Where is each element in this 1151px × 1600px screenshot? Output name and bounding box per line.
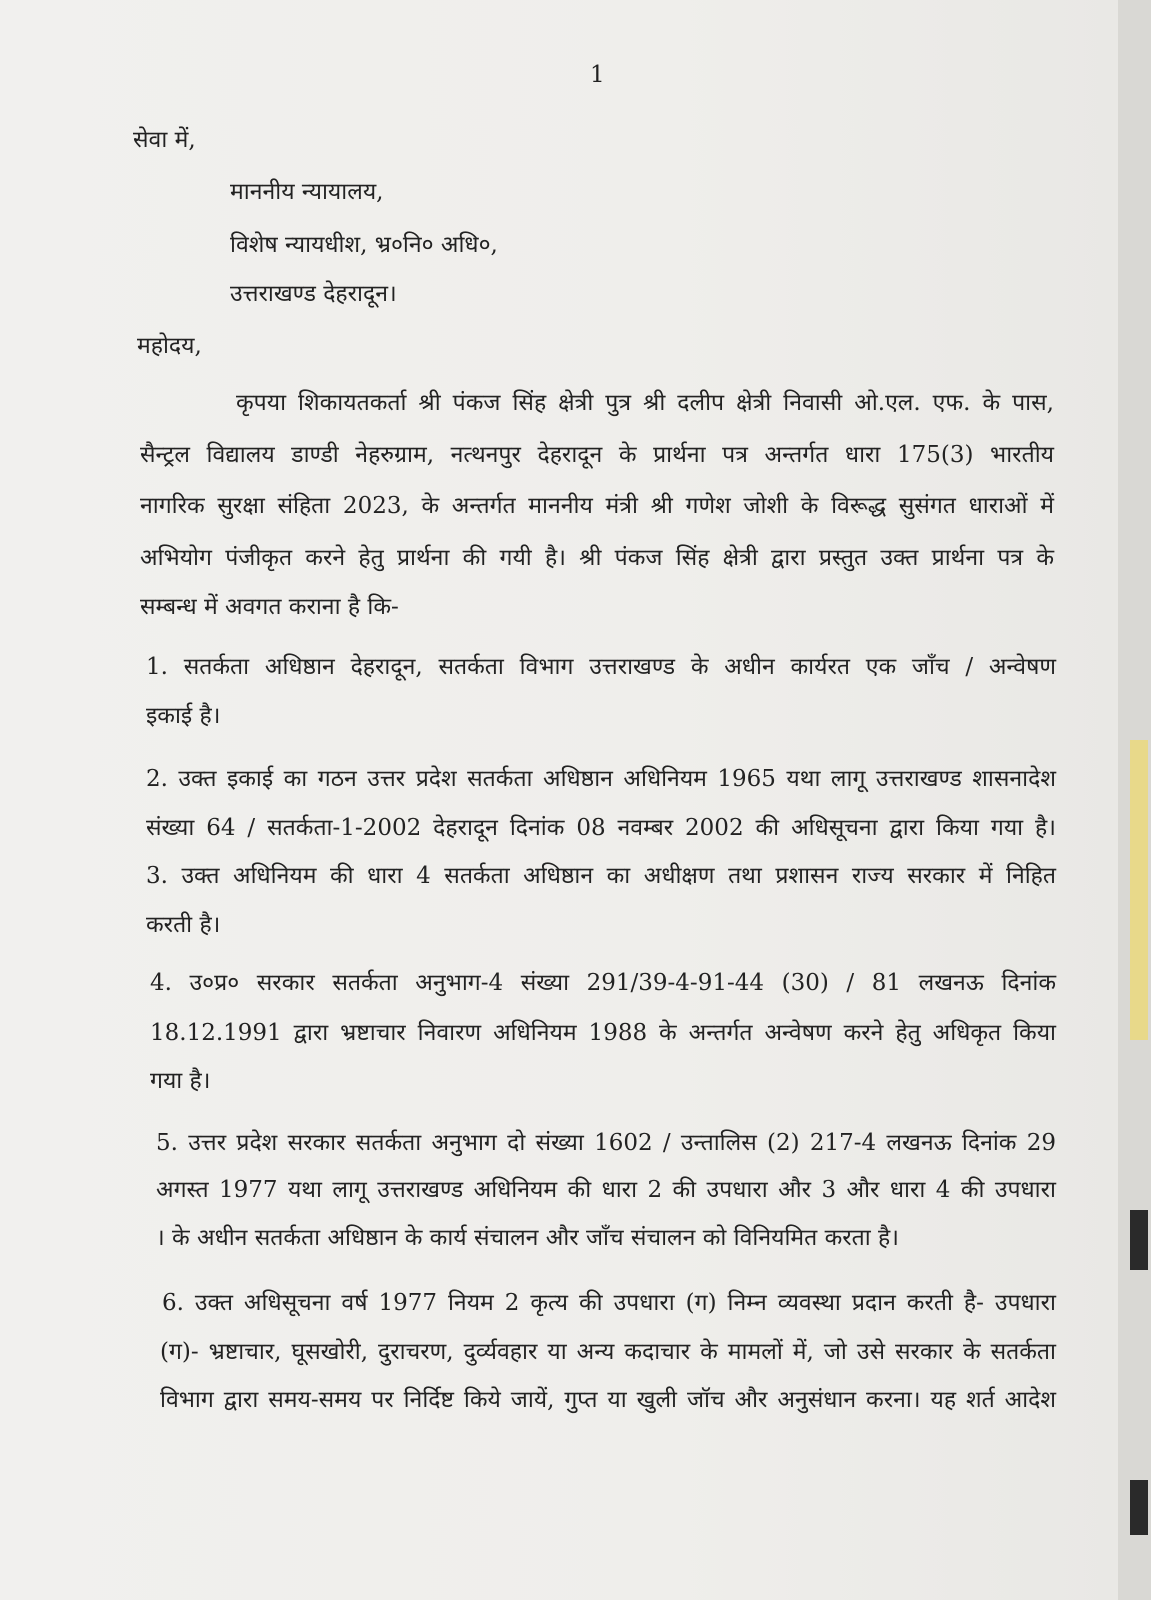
point-line: इकाई है। — [146, 703, 221, 729]
intro-line: नागरिक सुरक्षा संहिता 2023, के अन्तर्गत माननीय मंत्री श्री गणेश जोशी के विरूद्ध सुसंगत धाराओं में — [140, 493, 1054, 519]
intro-line: सैन्ट्रल विद्यालय डाण्डी नेहरुग्राम, नत्थनपुर देहरादून के प्रार्थना पत्र अन्तर्गत धारा 175(3) भारतीय — [140, 442, 1054, 468]
address-line: उत्तराखण्ड देहरादून। — [230, 281, 397, 307]
point-line: (ग)- भ्रष्टाचार, घूसखोरी, दुराचरण, दुर्व्यवहार या अन्य कदाचार के मामलों में, जो उसे सरकार के सतर्कता — [160, 1339, 1056, 1365]
point-line: विभाग द्वारा समय-समय पर निर्दिष्ट किये जायें, गुप्त या खुली जॉच और अनुसंधान करना। यह शर्त आदेश — [160, 1387, 1056, 1413]
point-line: 18.12.1991 द्वारा भ्रष्टाचार निवारण अधिनियम 1988 के अन्तर्गत अन्वेषण करने हेतु अधिकृत किया — [150, 1020, 1056, 1046]
page-number: 1 — [590, 62, 605, 88]
point-line: 6. उक्त अधिसूचना वर्ष 1977 नियम 2 कृत्य की उपधारा (ग) निम्न व्यवस्था प्रदान करती है- उपधारा — [162, 1290, 1056, 1316]
point-line: 4. उ०प्र० सरकार सतर्कता अनुभाग-4 संख्या 291/39-4-91-44 (30) / 81 लखनऊ दिनांक — [150, 970, 1056, 996]
point-line: गया है। — [150, 1068, 211, 1094]
intro-line: सम्बन्ध में अवगत कराना है कि- — [140, 594, 399, 620]
point-line: 1. सतर्कता अधिष्ठान देहरादून, सतर्कता विभाग उत्तराखण्ड के अधीन कार्यरत एक जाँच / अन्वेषण — [146, 654, 1056, 680]
intro-line: अभियोग पंजीकृत करने हेतु प्रार्थना की गयी है। श्री पंकज सिंह क्षेत्री द्वारा प्रस्तुत उक्त प्रार्थना पत्र के — [140, 545, 1054, 571]
point-line: अगस्त 1977 यथा लागू उत्तराखण्ड अधिनियम की धारा 2 की उपधारा और 3 और धारा 4 की उपधारा — [156, 1177, 1056, 1203]
edge-mark — [1130, 740, 1148, 1040]
address-line: विशेष न्यायधीश, भ्र०नि० अधि०, — [230, 232, 498, 258]
edge-mark — [1130, 1210, 1148, 1270]
point-line: 2. उक्त इकाई का गठन उत्तर प्रदेश सतर्कता अधिष्ठान अधिनियम 1965 यथा लागू उत्तराखण्ड शासनादेश — [146, 766, 1056, 792]
greeting: महोदय, — [137, 333, 202, 359]
address-line: माननीय न्यायालय, — [230, 179, 384, 205]
point-line: संख्या 64 / सतर्कता-1-2002 देहरादून दिनांक 08 नवम्बर 2002 की अधिसूचना द्वारा किया गया है। — [146, 815, 1056, 841]
point-line: करती है। — [146, 912, 221, 938]
point-line: । के अधीन सतर्कता अधिष्ठान के कार्य संचालन और जाँच संचालन को विनियमित करता है। — [156, 1225, 899, 1251]
edge-mark — [1130, 1480, 1148, 1535]
intro-line: कृपया शिकायतकर्ता श्री पंकज सिंह क्षेत्री पुत्र श्री दलीप क्षेत्री निवासी ओ.एल. एफ. के पास, — [236, 390, 1054, 416]
point-line: 5. उत्तर प्रदेश सरकार सतर्कता अनुभाग दो संख्या 1602 / उन्तालिस (2) 217-4 लखनऊ दिनांक 29 — [156, 1130, 1056, 1156]
point-line: 3. उक्त अधिनियम की धारा 4 सतर्कता अधिष्ठान का अधीक्षण तथा प्रशासन राज्य सरकार में निहित — [146, 863, 1056, 889]
salutation-to: सेवा में, — [133, 127, 196, 153]
